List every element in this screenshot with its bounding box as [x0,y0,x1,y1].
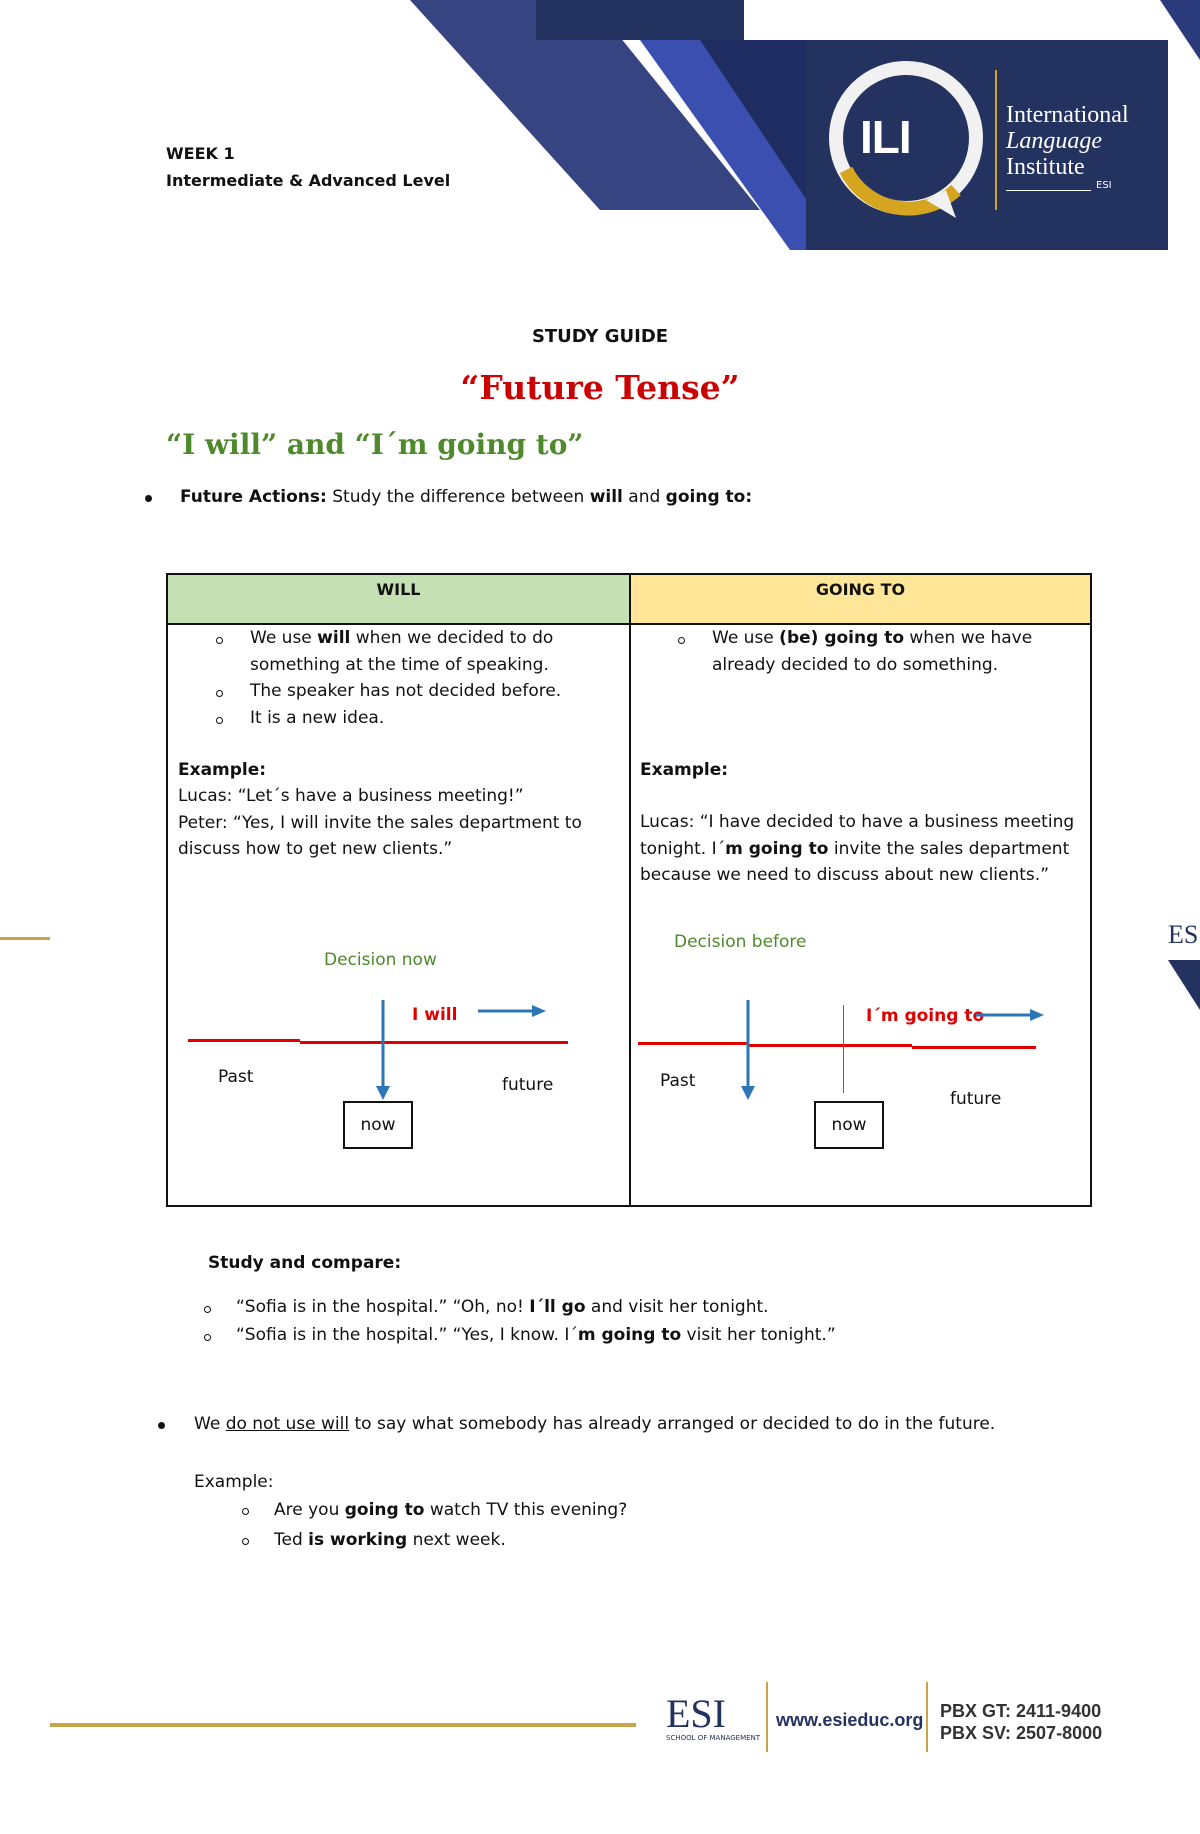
page-title: “Future Tense” [460,368,740,407]
footer-phones [940,1700,1102,1744]
will-header: WILL [168,575,629,625]
rule-example-label: Example: [194,1472,274,1492]
week-label: WEEK 1 [166,144,235,163]
logo-line3: Institute [1006,154,1085,180]
comparison-table [166,573,1092,1207]
going-marker-label: I´m going to [866,1006,985,1026]
will-example: Lucas: “Let´s have a business meeting!” Peter: “Yes, I will invite the sales department to discuss how to get new clients.” [178,786,582,859]
rule-example-1: Are you going to watch TV this evening? [274,1500,628,1520]
side-esi-text: ES [1168,920,1199,949]
side-decoration [1168,960,1200,1010]
will-example-label: Example: [178,760,267,780]
going-past-label: Past [660,1071,696,1091]
will-past-label: Past [218,1067,254,1087]
logo-line1: International [1006,102,1129,128]
footer-pbx-gt: PBX GT: 2411-9400 [940,1701,1102,1721]
will-now-box: now [343,1101,413,1149]
going-decision-label: Decision before [674,932,807,952]
going-now-box: now [814,1101,884,1149]
footer-gold-line [50,1723,636,1727]
going-arrow-right [976,1007,1046,1023]
will-future-label: future [502,1075,554,1095]
will-bullet-2: The speaker has not decided before. [250,681,562,701]
compare-line-1: “Sofia is in the hospital.” “Oh, no! I´ll go and visit her tonight. [236,1297,769,1317]
will-arrow-right [478,1003,548,1019]
going-example: Lucas: “I have decided to have a business meeting tonight. I´m going to invite the sales department because we need to discuss about new clients.” [640,812,1075,885]
going-timeline [638,1042,748,1045]
intro-line: Future Actions: Study the difference between will and going to: [180,487,753,507]
footer-brand-sub: SCHOOL OF MANAGEMENT [666,1734,761,1742]
study-guide-heading: STUDY GUIDE [531,326,669,347]
going-now-tick [843,1005,844,1093]
bullet-dot [158,1422,165,1429]
will-bullet-1: We use will when we decided to do something at the time of speaking. [250,628,554,675]
bullet-dot [145,495,152,502]
will-marker-label: I will [412,1005,458,1025]
going-future-label: future [950,1089,1002,1109]
going-example-label: Example: [640,760,729,780]
will-bullet-3: It is a new idea. [250,708,385,728]
will-decision-label: Decision now [324,950,437,970]
will-arrow-down [373,1000,393,1102]
compare-label: Study and compare: [208,1253,402,1273]
intro-label: Future Actions: [180,487,327,507]
rule-line: We do not use will to say what somebody has already arranged or decided to do in the future. [194,1414,996,1434]
week-block [166,140,450,194]
footer-pbx-sv: PBX SV: 2507-8000 [940,1723,1103,1743]
footer-website[interactable]: www.esieduc.org [776,1710,924,1730]
side-gold-line [0,937,50,940]
going-bullet-1: We use (be) going to when we have already decided to do something. [712,628,1033,675]
will-timeline [188,1039,300,1042]
logo-initials: ILI [860,111,911,163]
footer-brand: ESI [666,1691,726,1736]
going-header: GOING TO [631,575,1090,625]
logo-tag: ESI [1096,180,1112,191]
going-arrow-down [738,1000,758,1102]
page-subtitle: “I will” and “I´m going to” [166,428,584,461]
rule-example-2: Ted is working next week. [274,1530,506,1550]
level-label: Intermediate & Advanced Level [166,171,451,190]
logo-line2: Language [1006,128,1102,154]
compare-line-2: “Sofia is in the hospital.” “Yes, I know. I´m going to visit her tonight.” [236,1325,836,1345]
ili-logo [806,40,1168,250]
